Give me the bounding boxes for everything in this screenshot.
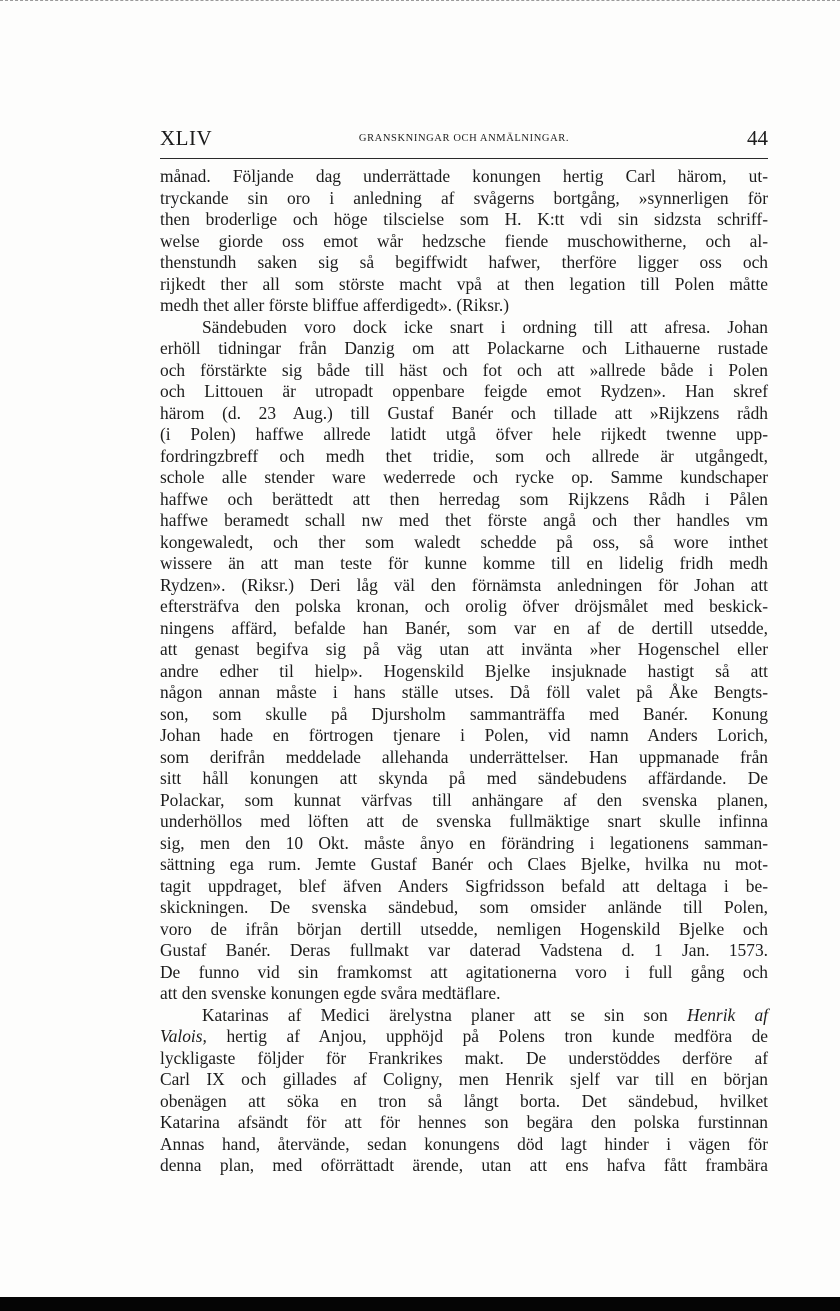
text-line: Annas hand, återvände, sedan konungens död lagt hinder i vägen för: [160, 1133, 768, 1154]
text-line: sättning ega rum. Jemte Gustaf Banér och Claes Bjelke, hvilka nu mot-: [160, 854, 768, 874]
header-rule: [160, 158, 768, 159]
text-line: haffwe och berättedt att then herredag som Rijkzens Rådh i Pålen: [160, 488, 768, 509]
text-line: ningens affärd, befalde han Banér, som var en af de dertill utsedde,: [160, 617, 768, 638]
text-line: tryckande sin oro i anledning af svågerns bortgång, »synnerligen för: [160, 187, 768, 208]
text-line: Sändebuden voro dock icke snart i ordning till att afresa. Johan: [202, 316, 768, 337]
text-line: wissere än att man teste för kunne komme till en lidelig fridh medh: [160, 553, 768, 573]
text-span: Katarinas af Medici ärelystna planer att se sin son: [202, 1004, 668, 1025]
running-title: GRANSKNINGAR OCH ANMÄLNINGAR.: [358, 133, 570, 144]
scan-edge-top: [0, 0, 840, 3]
book-page: [160, 120, 768, 1175]
text-line: att genast begifva sig på väg utan att invänta »her Hogenschel eller: [160, 639, 768, 659]
text-line: schole alle stender ware wederrede och rycke op. Samme kundschaper: [160, 467, 768, 487]
text-line: månad. Följande dag underrättade konungen hertig Carl härom, ut-: [160, 166, 768, 186]
text-line: tagit uppdraget, blef äfven Anders Sigfridsson befald att deltaga i be-: [160, 875, 768, 896]
text-line: som derifrån meddelade allehanda underrättelser. Han uppmanade från: [160, 746, 768, 767]
page-number: 44: [747, 126, 768, 150]
body-text: [160, 166, 768, 1177]
text-line: De funno vid sin framkomst att agitationerna voro i full gång och: [160, 961, 768, 982]
text-line: [160, 1005, 768, 1027]
text-line: sitt håll konungen att skynda på med sändebudens affärdande. De: [160, 768, 768, 788]
text-line: att den svenske konungen egde svåra medtäflare.: [160, 983, 501, 1003]
running-header: [160, 120, 768, 158]
text-line: thenstundh saken sig så begiffwidt hafwer, therföre ligger oss och: [160, 252, 768, 272]
text-line: och Littouen är utropadt oppenbare feigde emot Rydzen». Han skref: [160, 381, 768, 401]
text-line: sig, men den 10 Okt. måste ånyo en förändring i legationens samman-: [160, 832, 768, 853]
text-line: eftersträfva den polska kronan, och orolig öfver dröjsmålet med beskick-: [160, 596, 768, 616]
text-line: Katarina afsändt för att för hennes son begära den polska furstinnan: [160, 1112, 768, 1132]
text-line: Gustaf Banér. Deras fullmakt var daterad Vadstena d. 1 Jan. 1573.: [160, 940, 768, 960]
text-line: Carl IX och gillades af Coligny, men Henrik sjelf var till en början: [160, 1069, 768, 1089]
section-numeral: XLIV: [160, 126, 213, 150]
text-line: kongewaledt, och ther som waledt schedde på oss, så wore inthet: [160, 531, 768, 552]
text-line: son, som skulle på Djursholm sammanträffa med Banér. Konung: [160, 703, 768, 724]
text-line: Johan hade en förtrogen tjenare i Polen, vid namn Anders Lorich,: [160, 725, 768, 745]
text-line: och förstärkte sig både till häst och fot och att »allrede både i Polen: [160, 359, 768, 380]
text-line: obenägen att söka en tron så långt borta. Det sändebud, hvilket: [160, 1090, 768, 1111]
text-line: voro de ifrån början dertill utsedde, nemligen Hogenskild Bjelke och: [160, 918, 768, 939]
text-line: skickningen. De svenska sändebud, som omsider anlände till Polen,: [160, 897, 768, 917]
text-line: [160, 1026, 768, 1048]
text-line: medh thet aller förste bliffue afferdigedt». (Riksr.): [160, 295, 509, 315]
text-line: erhöll tidningar från Danzig om att Polackarne och Lithauerne rustade: [160, 338, 768, 358]
text-line: rijkedt ther all som störste macht vpå at then legation till Polen måtte: [160, 273, 768, 294]
text-line: underhöllos med löften att de svenska fullmäktige snart skulle infinna: [160, 811, 768, 831]
text-line: lyckligaste följder för Frankrikes makt. De understöddes derföre af: [160, 1047, 768, 1068]
text-span: hertig af Anjou, upphöjd på Polens tron kunde medföra de: [226, 1026, 768, 1046]
text-line: then broderlige och höge tilscielse som H. K:tt vdi sin sidzsta schriff-: [160, 209, 768, 229]
text-line: Rydzen». (Riksr.) Deri låg väl den förnämsta anledningen för Johan att: [160, 574, 768, 595]
text-line: welse giorde oss emot wår hedzsche fiende muschowitherne, och al-: [160, 230, 768, 251]
text-line: denna plan, med oförrättadt ärende, utan att ens hafva fått frambära: [160, 1155, 768, 1175]
text-line: någon annan måste i hans ställe utses. Då föll valet på Åke Bengts-: [160, 682, 768, 702]
text-line: andre edher til hielp». Hogenskild Bjelke insjuknade hastigt så att: [160, 660, 768, 681]
text-line: Polackar, som kunnat värfvas till anhängare af den svenska planen,: [160, 789, 768, 810]
text-line: (i Polen) haffwe allrede latidt utgå öfver hele rijkedt twenne upp-: [160, 424, 768, 444]
italic-name: Valois,: [160, 1026, 207, 1046]
text-line: fordringzbreff och medh thet tridie, som och allrede är utgångedt,: [160, 445, 768, 466]
text-line: haffwe beramedt schall nw med thet förste angå och ther handles vm: [160, 510, 768, 530]
scan-edge-bottom: [0, 1297, 840, 1311]
text-line: härom (d. 23 Aug.) till Gustaf Banér och tillade att »Rijkzens rådh: [160, 402, 768, 423]
italic-name: Henrik af: [686, 1004, 768, 1025]
